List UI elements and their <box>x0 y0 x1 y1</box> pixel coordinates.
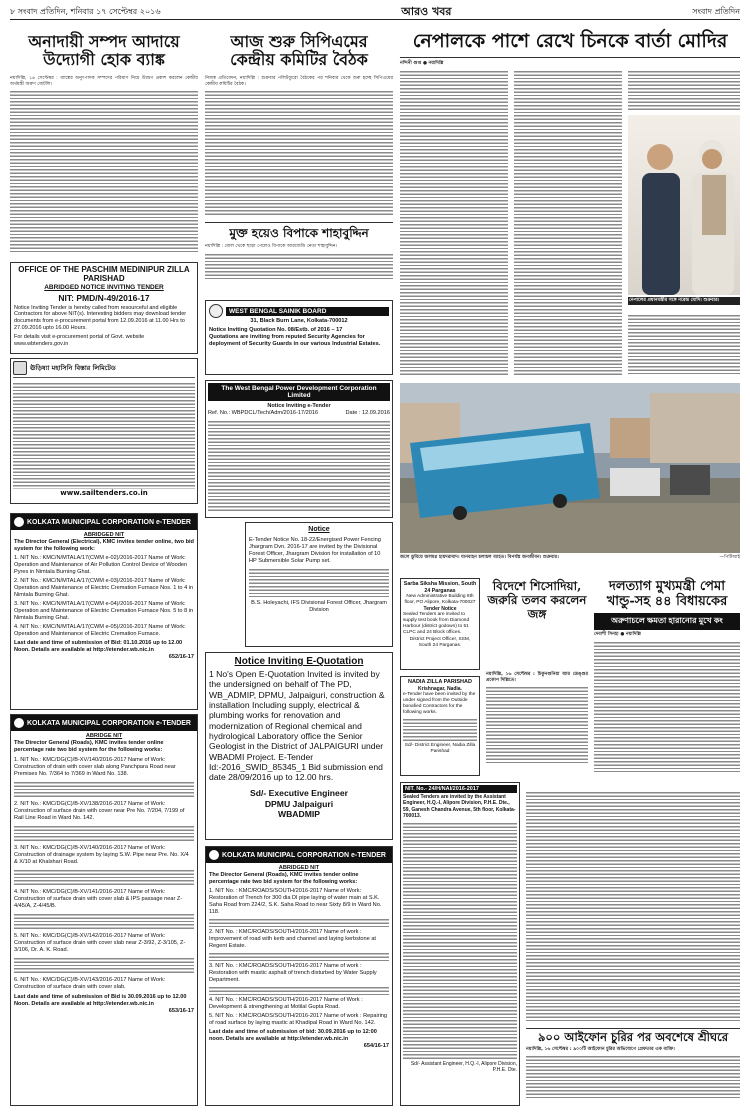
flood-caption: জলে ডুবিয়ে জলমগ্ন হায়দরাবাদ। যানবাহন চলাচল ব্যাহত। বিপর্যস্ত জনজীবন। শুক্রবার। <box>400 555 559 560</box>
sainik-emblem-icon <box>209 304 223 318</box>
kmc2-item5: 5. NIT No.: KMC/DG(C)/B-XV/142/2016-2017 Name of Work: Construction of surface drain with cover slab near Z-3/92, Z-3/105, Z-3/106, Dr. A. K. Road. <box>14 932 186 953</box>
kmc1-title: KOLKATA MUNICIPAL CORPORATION e-TENDER <box>27 518 191 526</box>
kmc1-item4: 4. NIT No.: KMC/N/MTALA/17(CWM e-05)/2016-2017 Name of Work: Operation and Maintenance of Electric Cremation Furnace. <box>14 623 186 637</box>
equotation-body: 1 No's Open E-Quotation Invited is invited by the undersigned on behalf of The PD, WB_ADMIP, DPMU, Jalpaiguri, construction & installation Including supply, electrical & plumbing works for renovation and modernization of Regional chemical and hydrological Laboratory office the Senior Geologist in the District of JALPAIGURI under WBADMI Project. E-Tender Id:-2016_SWID_85345_1 Bid submission end date 28/09/2016 up to 12.00 hrs. <box>209 669 385 783</box>
siksha-tender: Tender Notice <box>423 606 457 613</box>
odisha-body <box>13 381 195 489</box>
forest-body: E-Tender Notice No. 18-22/Energised Power Fencing Jhargram Dvn. 2016-17 are invited by the Divisional Forest Officer, Jhargram Division for installation of 10 HP Submersible Solar Pump set. <box>249 536 381 564</box>
bank-headline: অনাদায়ী সম্পদ আদায়ে উদ্যোগী হোক ব্যাঙ্ক <box>28 32 180 70</box>
alipore-body: Sealed Tenders are invited by the Assistant Engineer, H.Q.-I, Alipore Division, P.H.E. Dte., 59, Ganesh Chandra Avenue, 5th floor, Kolkata-700013. <box>403 794 516 819</box>
sainik-sub: 31, Black Burn Lane, Kolkata-700012 <box>250 318 348 324</box>
continued-column <box>526 790 740 1026</box>
kmc1-intro: The Director General (Electrical), KMC invites tender online, two bid system for the following work: <box>14 538 194 552</box>
nadia-details <box>403 717 477 743</box>
paschim-title: OFFICE OF THE PASCHIM MEDINIPUR ZILLA PARISHAD <box>18 265 190 283</box>
paschim-body: Notice Inviting Tender is hereby called from resourceful and eligible Contractors for above NIT(s). Interesting bidders may download tender documents from e-procurement portal from 12.09.2016 at 11.00 Hrs to 27.09.2016 upto 16.00 Hours. <box>14 304 187 332</box>
kmc2-item5-details <box>14 956 194 974</box>
wbpdcl-title: Notice Inviting e-Tender <box>267 403 331 409</box>
wbpdcl-date: Date : 12.09.2016 <box>345 409 390 416</box>
bidesh-dateline: নয়াদিল্লি, ১৬ সেপ্টেম্বর : চিকুনগুনিয়া আর ডেঙ্গুর প্রকোপ দিল্লিতে। <box>486 672 588 683</box>
ad-forest-notice <box>245 522 393 647</box>
kmc3-intro: The Director General (Roads), KMC invites tender online percentage rate two bid system for the following works: <box>209 871 359 885</box>
pema-subhead: অরুণাচলে ক্ষমতা হারানোর মুখে কং <box>594 613 740 630</box>
ad-paschim-medinipur <box>10 262 198 354</box>
two-leaders-image <box>628 115 740 295</box>
sainik-org: WEST BENGAL SAINIK BOARD <box>226 307 389 316</box>
ad-kmc-electrical <box>10 513 198 710</box>
paschim-footer: For details visit e-procurement portal of Govt. website www.wbtenders.gov.in <box>14 334 145 347</box>
bank-body <box>10 89 198 254</box>
header-left: ৮ সংবাদ প্রতিদিন, শনিবার ১৭ সেপ্টেম্বর ২০১৬ <box>10 7 161 16</box>
odisha-footer: www.sailtenders.co.in <box>60 489 148 497</box>
nadia-addr: Krishnagar, Nadia. <box>418 685 462 692</box>
header-section-title: আরও খবর <box>401 5 452 18</box>
siksha-footer: District Project Officer, SSM, South 24 Parganas. <box>409 637 471 649</box>
nepal-body-col2 <box>514 69 622 375</box>
iphone-headline: ৯০০ আইফোন চুরির পর অবশেষে শ্রীঘরে <box>526 1028 740 1046</box>
nepal-headline: নেপালকে পাশে রেখে চিনকে বার্তা মোদির <box>400 25 740 58</box>
kmc2-item2-details <box>14 824 194 842</box>
pema-story <box>594 578 740 788</box>
cpm-body <box>205 89 393 217</box>
kmc2-abr: ABRIDGE NIT <box>85 733 123 739</box>
kmc1-item3: 3. NIT No.: KMC/N/MTALA/17(CWM e-04)/2016-2017 Name of Work: Operation and Maintenance of Electric Cremation Furnace Nos. 5 to 8 in Nimtala Burning Ghat. <box>14 600 194 621</box>
pema-headline: দলত্যাগ মুখ্যমন্ত্রী পেমা খান্ডু-সহ ৪৪ বিধায়কের <box>606 579 728 609</box>
kmc1-ref: 652/16-17 <box>168 653 194 660</box>
sainik-body: Quotations are inviting from reputed Security Agencies for deployment of Security Guards in our various Industrial Estates. <box>209 333 381 347</box>
kmc2-item3-details <box>14 868 194 886</box>
kmc3-item2-details <box>209 951 389 961</box>
odisha-title: ঊড়িষ্যা মহাসিনি বিস্তার লিমিটেড <box>30 363 116 372</box>
kmc1-footer: Last date and time of submission of Bid: 01.10.2016 up to 12.00 Noon. Details are available at http://etender.wb.nic.in <box>14 639 183 653</box>
kmc3-abr: ABRIDGED NIT <box>278 865 320 871</box>
kmc3-item3: 3. NIT No. : KMC/ROADS/SOUTH/2016-2017 Name of work : Restoration with mastic asphalt of trench disturbed by Water Supply Department. <box>209 962 377 983</box>
kmc3-item5: 5. NIT No. : KMC/ROADS/SOUTH/2016-2017 Name of work : Repairing of road surface by laying mastic at Khadipal Road in Ward No. 142. <box>209 1012 388 1026</box>
ad-kmc-roads-north <box>10 714 198 1106</box>
bidesh-story-body <box>486 672 588 780</box>
cpm-headline: আজ শুরু সিপিএমের কেন্দ্রীয় কমিটির বৈঠক <box>230 32 368 70</box>
iphone-dateline: নয়াদিল্লি, ১৬ সেপ্টেম্বর : ৯০০টি আইফোন চুরির অভিযোগে গ্রেফতার এক ব্যক্তি। <box>526 1047 675 1053</box>
bank-dateline: নয়াদিল্লি, ১৬ সেপ্টেম্বর : ব্যাঙ্কের অনুৎপাদক সম্পদের পরিমাণ নিয়ে উদ্বেগ প্রকাশ করলেন কেন্দ্রীয় অর্থমন্ত্রী অরুণ জেটলি। <box>10 75 198 87</box>
kmc3-footer: Last date and time of submission of bid: 30.09.2016 up to 12:00 noon. Details are available at http://etender.wb.nic.in <box>209 1028 377 1042</box>
flood-photo <box>400 383 740 553</box>
nepal-story <box>400 25 740 380</box>
kmc2-footer: Last date and time of submission of Bid is 30.09.2016 up to 12.00 Noon. Details are available at http://etender.wb.nic.in <box>14 993 187 1007</box>
equotation-title: Notice Inviting E-Quotation <box>234 656 364 667</box>
nepal-body-col3 <box>628 69 740 111</box>
ad-e-quotation <box>205 652 393 840</box>
bidesh-story <box>486 578 588 670</box>
forest-title: Notice <box>308 526 330 533</box>
ad-sainik-board <box>205 300 393 375</box>
kmc2-item6: 6. NIT No.: KMC/DG(C)/B-XV/143/2016-2017 Name of Work: Construction of surface drain with cover slab. <box>14 976 166 990</box>
kmc2-title: KOLKATA MUNICIPAL CORPORATION e-TENDER <box>27 719 191 727</box>
bank-story <box>10 25 198 253</box>
nadia-title: NADIA ZILLA PARISHAD <box>408 679 472 685</box>
kmc2-ref: 653/16-17 <box>168 1007 194 1014</box>
paschim-nit: NIT: PMD/N-49/2016-17 <box>58 292 150 303</box>
wbpdcl-body <box>208 419 390 511</box>
wbpdcl-ref: Ref. No.: WBPDCL/Tech/Adm/2016-17/2016 <box>208 409 319 416</box>
siksha-body: New Administrative Building 8th floor, PO Alipore, Kolkata-700027 <box>404 594 476 606</box>
kmc3-item4: 4. NIT No. : KMC/ROADS/SOUTH/2016-2017 Name of Work : Development & strengthening at Motilal Gupta Road. <box>209 996 363 1010</box>
kmc2-item3: 3. NIT No.: KMC/DG(C)/B-XV/140/2016-2017 Name of Work: Construction of drainage system by laying S.W. Pipe near Pre. No. X/4 & X/10 at Khalshari Road. <box>14 844 189 865</box>
kmc1-abr: ABRIDGED NIT <box>83 532 125 538</box>
ad-odisha <box>10 358 198 504</box>
kmc3-ref: 654/16-17 <box>363 1042 389 1049</box>
kmc3-item1-details <box>209 917 389 927</box>
page-header <box>10 6 740 20</box>
nepal-byline: নন্দিনী গুপ্ত ● নয়াদিল্লি <box>400 60 444 66</box>
kmc3-item3-details <box>209 985 389 995</box>
kmc-logo-icon <box>14 517 24 527</box>
kmc-logo-icon <box>209 850 219 860</box>
alipore-sign: Sd/- Assistant Engineer, H.Q.-I, Alipore Division, P.H.E. Dte. <box>410 1061 517 1074</box>
nepal-body-col3-more <box>628 313 740 375</box>
kmc2-item1-details <box>14 780 194 798</box>
shahabuddin-story <box>205 222 393 297</box>
kmc2-item1: 1. NIT No.: KMC/DG(C)/B-XV/140/2016-2017 Name of Work: Construction of drain with cover slab along Panchpara Road near Premises No. 7/364 to 7/369 in Ward No. 138. <box>14 756 176 777</box>
siksha-title: Sarba Siksha Mission, South 24 Parganas <box>403 581 477 594</box>
shahabuddin-headline: মুক্ত হয়েও বিপাকে শাহাবুদ্দিন <box>229 226 369 240</box>
bidesh-headline: বিদেশে শিসোদিয়া, জরুরি তলব করলেন জঙ্গ <box>487 579 587 621</box>
nepal-photo <box>628 115 740 295</box>
ad-alipore-phe <box>400 782 520 1106</box>
ad-sarba-siksha <box>400 578 480 670</box>
kmc1-item2: 2. NIT No.: KMC/N/MTALA/17(CWM e-03)/2016-2017 Name of Work: Operation and Maintenance of Electric Cremation Furnace Nos. 1 to 4 in Nimtala Burning Ghat. <box>14 577 194 598</box>
kmc2-intro: The Director General (Roads), KMC invites tender online percentage rate two bid system for the following works: <box>14 739 164 753</box>
cpm-dateline: নিজস্ব প্রতিবেদন, নয়াদিল্লি : শুক্রবার পলিটব্যুরো বৈঠকের পর শনিবার থেকে শুরু হচ্ছে সিপিএমের কেন্দ্রীয় কমিটির বৈঠক। <box>205 75 393 87</box>
nepal-body-col1 <box>400 69 508 375</box>
pema-body-continued <box>526 790 740 1022</box>
kmc1-item1: 1. NIT No.: KMC/N/MTALA/17(CWM e-02)/2016-2017 Name of Work: Operation and Maintenance of Air Pollution Control Device of Wooden Pyres in Nimtala Burning Ghat. <box>14 554 188 575</box>
ad-nadia <box>400 676 480 776</box>
company-logo-icon <box>13 361 27 375</box>
alipore-title: NIT. No.- 24/H/NAI/2016-2017 <box>403 785 517 793</box>
flood-street-image <box>400 383 740 553</box>
kmc3-item2: 2. NIT No. : KMC/ROADS/SOUTH/2016-2017 Name of work : Improvement of road with kerb and channel and laying kerbstone at Regent Estate. <box>209 928 376 949</box>
ad-kmc-roads-south <box>205 846 393 1106</box>
siksha-sub: Sealed Tenders are invited to supply test book from Diamond Harbour (district godown) to 51 CLPC and 24 Block offices. <box>403 612 470 636</box>
nadia-sign: Sd/- District Engineer, Nadia Zilla Parishad <box>404 743 476 755</box>
header-right: সংবাদ প্রতিদিন <box>692 7 740 16</box>
bidesh-body <box>486 685 588 763</box>
cpm-story <box>205 25 393 215</box>
kmc3-title: KOLKATA MUNICIPAL CORPORATION e-TENDER <box>222 851 386 859</box>
forest-body-more <box>249 567 389 597</box>
nepal-photo-caption: নেপালের প্রধানমন্ত্রীর সঙ্গে নরেন্দ্র মোদি। শুক্রবার। <box>628 297 740 305</box>
shahabuddin-dateline: নয়াদিল্লি : জেল থেকে ছাড়া পেলেও বিপাকে আরজেডি নেতা শাহাবুদ্দিন। <box>205 243 338 249</box>
wbpdcl-org: The West Bengal Power Development Corporation Limited <box>208 383 390 401</box>
pema-byline: দেবাশী সিনহা ● নয়াদিল্লি <box>594 631 641 637</box>
kmc-logo-icon <box>14 718 24 728</box>
nadia-body: e-Tender have been invited by the under signed from the Outside bonafied Contractors for the following works. <box>403 692 476 716</box>
equotation-sign: Sd/- Executive Engineer DPMU Jalpaiguri WBADMIP <box>250 788 348 820</box>
kmc2-item4: 4. NIT No.: KMC/DG(C)/B-XV/141/2016-2017 Name of Work: Construction of surface drain with cover slab & IPS passage near Z-4/45/A, Z-4/45/B. <box>14 888 183 909</box>
pema-body <box>594 640 740 772</box>
kmc2-item2: 2. NIT No.: KMC/DG(C)/B-XV/138/2016-2017 Name of Work: Construction of surface drain with cover near Pre No. 7/204, 7/199 of Rail Line Road in Ward No. 142. <box>14 800 185 821</box>
flood-credit: —পিটিআই <box>719 555 740 560</box>
iphone-body <box>526 1054 740 1100</box>
rain-photo-block <box>400 383 740 573</box>
alipore-details <box>403 821 517 1059</box>
sainik-title: Notice Inviting Quotation No. 08/Estb. of 2016 – 17 <box>209 326 343 333</box>
forest-sign: B.S. Holeyachi, IFS Divisional Forest Officer, Jhargram Division <box>251 599 387 613</box>
shahabuddin-body <box>205 252 393 280</box>
ad-wbpdcl <box>205 380 393 518</box>
iphone-story <box>526 1028 740 1106</box>
paschim-sub: ABRIDGED NOTICE INVITING TENDER <box>44 283 164 291</box>
kmc3-item1: 1. NIT No. : KMC/ROADS/SOUTH/2016-2017 Name of Work: Restoration of Trench for 300 dia DI pipe laying of water main at S.K. Saha Road from 224/2, S.K. Saha Road to near Sixty 8/9 in Ward No. 118. <box>209 887 382 915</box>
kmc2-item4-details <box>14 912 194 930</box>
